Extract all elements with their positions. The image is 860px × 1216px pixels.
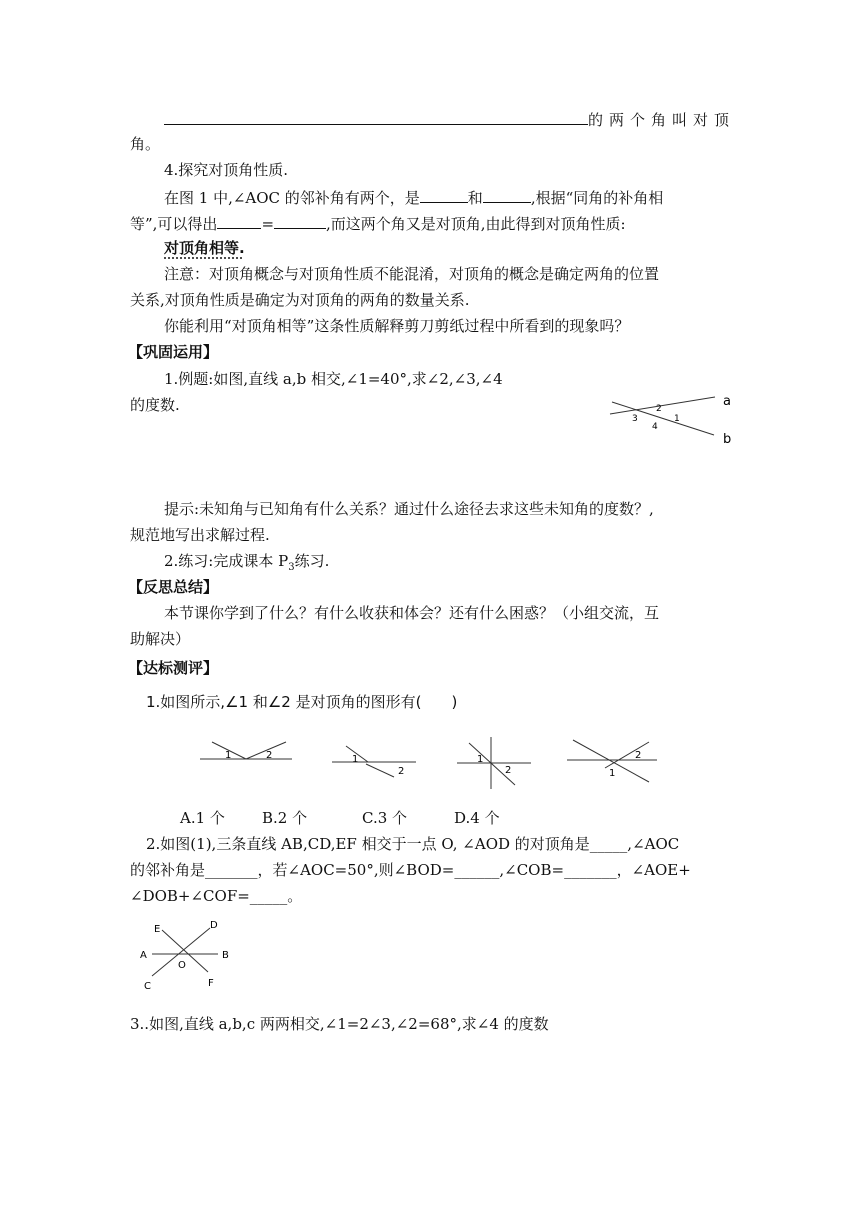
text-line: 规范地写出求解过程.	[130, 526, 270, 544]
svg-text:F: F	[208, 978, 214, 989]
svg-text:1: 1	[609, 768, 616, 779]
section-title: 4.探究对顶角性质.	[164, 161, 289, 179]
fill-in-line: 在图 1 中,∠AOC 的邻补角有两个，是 和 ,根据“同角的补角相	[164, 186, 663, 208]
svg-text:1: 1	[477, 754, 484, 765]
angle-label-4: 4	[652, 422, 658, 432]
option-figure-b	[330, 740, 425, 780]
option-a: A.1 个	[180, 809, 225, 827]
line-a	[610, 397, 715, 414]
option-figure-d	[565, 736, 660, 784]
fill-in-line: 等”,可以得出 = ,而这两个角又是对顶角,由此得到对顶角性质:	[130, 212, 626, 234]
three-lines-figure	[138, 916, 238, 994]
option-figure-c	[455, 735, 535, 791]
example-question: 1.例题:如图,直线 a,b 相交,∠1=40°,求∠2,∠3,∠4	[164, 370, 503, 388]
question-1: 1.如图所示,∠1 和∠2 是对顶角的图形有( )	[146, 693, 458, 711]
svg-text:B: B	[222, 950, 229, 961]
blank-line	[217, 212, 261, 229]
text-line: 注意：对顶角概念与对顶角性质不能混淆，对顶角的概念是确定两角的位置	[164, 265, 660, 283]
svg-text:E: E	[154, 924, 161, 935]
svg-text:A: A	[140, 950, 147, 961]
question-2: 2.如图(1),三条直线 AB,CD,EF 相交于一点 O, ∠AOD 的对顶角是_____,∠AOC	[146, 835, 680, 853]
blank-line	[420, 186, 468, 203]
option-figure-a	[200, 736, 295, 772]
text-line: 角。	[130, 135, 161, 153]
svg-text:O: O	[178, 960, 186, 971]
text-line: 关系,对顶角性质是确定为对顶角的两角的数量关系.	[130, 291, 470, 309]
text-line: 助解决）	[130, 630, 191, 648]
svg-text:C: C	[144, 981, 151, 992]
svg-text:2: 2	[505, 765, 512, 776]
option-b: B.2 个	[262, 809, 308, 827]
definition-line: 的两个角叫对顶	[164, 108, 735, 130]
blank-line	[164, 108, 588, 125]
svg-text:1: 1	[225, 750, 232, 761]
svg-text:2: 2	[266, 750, 273, 761]
hint-text: 提示:未知角与已知角有什么关系？通过什么途径去求这些未知角的度数？,	[164, 500, 654, 518]
svg-text:2: 2	[398, 766, 405, 777]
svg-text:2: 2	[635, 750, 642, 761]
blank-line	[483, 186, 531, 203]
label-b: b	[723, 432, 732, 447]
intersecting-lines-figure	[600, 388, 740, 448]
angle-label-3: 3	[632, 414, 638, 424]
question-3: 3..如图,直线 a,b,c 两两相交,∠1=2∠3,∠2=68°,求∠4 的度数	[130, 1015, 549, 1033]
blank-line	[274, 212, 326, 229]
section-heading-assessment: 【达标测评】	[128, 659, 219, 677]
svg-text:D: D	[210, 920, 218, 931]
property-statement: 对顶角相等.	[164, 239, 245, 257]
angle-label-2: 2	[656, 404, 662, 414]
practice-line: 2.练习:完成课本 $P_3$练习.	[164, 552, 330, 573]
option-d: D.4 个	[454, 809, 500, 827]
angle-label-1: 1	[674, 414, 680, 424]
text-line: ∠DOB+∠COF=_____。	[130, 887, 303, 905]
section-heading-consolidate: 【巩固运用】	[128, 343, 219, 361]
label-a: a	[723, 394, 731, 409]
option-c: C.3 个	[362, 809, 408, 827]
svg-text:1: 1	[352, 754, 359, 765]
text-line: 你能利用“对顶角相等”这条性质解释剪刀剪纸过程中所看到的现象吗？	[164, 317, 630, 335]
section-heading-reflect: 【反思总结】	[128, 578, 219, 596]
line-b	[612, 402, 714, 435]
text-line: 本节课你学到了什么？有什么收获和体会？还有什么困惑？（小组交流，互	[164, 604, 660, 622]
text-line: 的邻补角是_______，若∠AOC=50°,则∠BOD=______,∠COB=_______，∠AOE+	[130, 861, 691, 879]
text-line: 的度数.	[130, 396, 180, 414]
